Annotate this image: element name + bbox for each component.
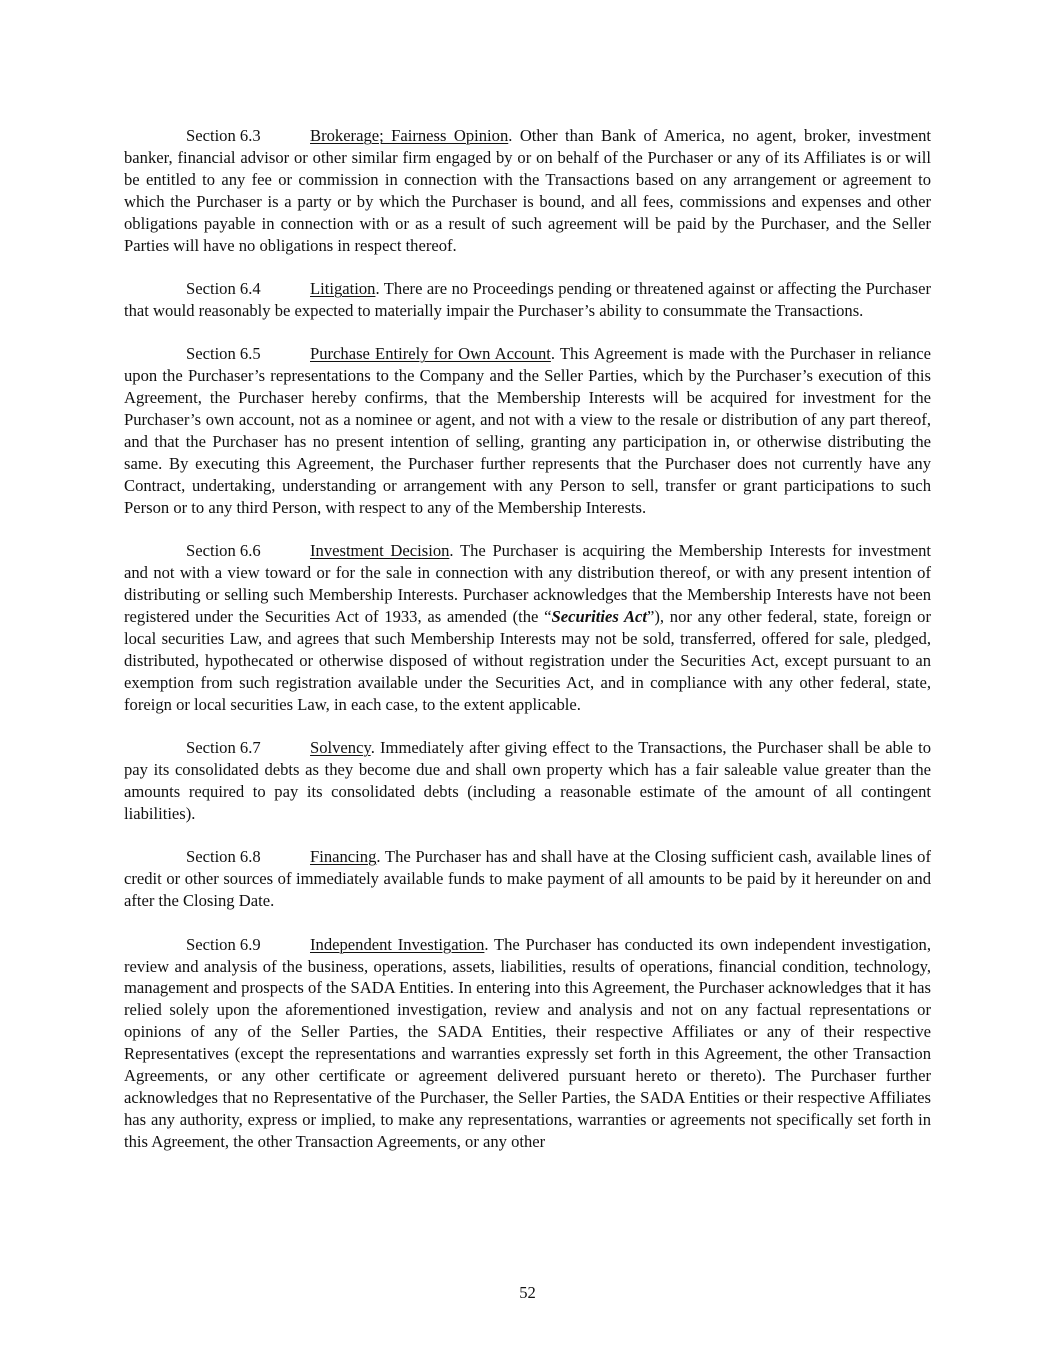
section-number: Section 6.8 <box>186 847 261 867</box>
section-text: . Other than Bank of America, no agent, broker, investment banker, financial advisor or other similar firm engaged by or on behalf of the Purchaser or any of its Affiliates is or will be entitled to any fee or commission in connection with the Transactions based on any arrangement or agreement to which the Purchaser is a party or by which the Purchaser is bound, and all fees, commissions and expenses and other obligations payable in connection with or as a result of such agreement will be paid by the Purchaser, and the Seller Parties will have no obligations in respect thereof. <box>124 126 931 255</box>
section-title: Investment Decision <box>310 541 450 561</box>
section-6-5 <box>124 343 931 518</box>
section-title: Independent Investigation <box>310 934 485 954</box>
section-6-3 <box>124 125 931 256</box>
section-title: Litigation <box>310 279 376 299</box>
section-title: Purchase Entirely for Own Account <box>310 344 551 364</box>
section-6-7 <box>124 737 931 825</box>
section-number: Section 6.5 <box>186 344 261 364</box>
section-text: . This Agreement is made with the Purchaser in reliance upon the Purchaser’s representations to the Company and the Seller Parties, which by the Purchaser’s execution of this Agreement, the Purchaser hereby confirms, that the Membership Interests will be acquired for investment for the Purchaser’s own account, not as a nominee or agent, and not with a view to the resale or distribution of any part thereof, and that the Purchaser has no present intention of selling, granting any participation in, or otherwise distributing the same. By executing this Agreement, the Purchaser further represents that the Purchaser does not currently have any Contract, undertaking, understanding or arrangement with any Person to sell, transfer or grant participations to such Person or to any third Person, with respect to any of the Membership Interests. <box>124 344 931 517</box>
document-body <box>124 125 931 1174</box>
section-6-8 <box>124 846 931 912</box>
section-number: Section 6.3 <box>186 126 261 145</box>
section-text: . Immediately after giving effect to the Transactions, the Purchaser shall be able to pay its consolidated debts as they become due and shall own property which has a fair saleable value greater than the amounts required to pay its consolidated debts (including a reasonable estimate of the amount of all contingent liabilities). <box>124 738 931 823</box>
page-number: 52 <box>519 1283 536 1302</box>
defined-term: Securities Act <box>551 607 647 626</box>
section-title: Brokerage; Fairness Opinion <box>310 126 509 145</box>
section-6-4 <box>124 278 931 322</box>
section-number: Section 6.6 <box>186 541 261 561</box>
section-number: Section 6.4 <box>186 279 261 299</box>
section-text: . The Purchaser has and shall have at the Closing sufficient cash, available lines of credit or other sources of immediately available funds to make payment of all amounts to be paid by it hereunder on and after the Closing Date. <box>124 847 931 911</box>
section-text-before: . The Purchaser is acquiring the Membership Interests for investment and not with a view toward or for the sale in connection with any distribution thereof, or with any present intention of distributing or selling such Membership Interests. Purchaser acknowledges that the Membership Interests have not been registered under the Securities Act of 1933, as amended (the “ <box>124 541 931 626</box>
section-text: . The Purchaser has conducted its own independent investigation, review and analysis of the business, operations, assets, liabilities, results of operations, financial condition, technology, management and prospects of the SADA Entities. In entering into this Agreement, the Purchaser acknowledges that it has relied solely upon the aforementioned investigation, review and analysis and not on any factual representations or opinions of any of the Seller Parties, the SADA Entities, their respective Affiliates or any of their respective Representatives (except the representations and warranties expressly set forth in this Agreement, the other Transaction Agreements, or any other certificate or agreement delivered pursuant hereto or thereto). The Purchaser further acknowledges that no Representative of the Purchaser, the Seller Parties, the SADA Entities or their respective Affiliates has any authority, express or implied, to make any representations, warranties or agreements not specifically set forth in this Agreement, the other Transaction Agreements, or any other <box>124 934 931 1151</box>
section-text-after: ”), nor any other federal, state, foreign or local securities Law, and agrees that such Membership Interests may not be sold, transferred, offered for sale, pledged, distributed, hypothecated or otherwise disposed of without registration under the Securities Act, except pursuant to an exemption from such registration available under the Securities Act, and in compliance with any other federal, state, foreign or local securities Law, in each case, to the extent applicable. <box>124 607 931 714</box>
section-6-9 <box>124 934 931 1153</box>
section-title: Financing <box>310 847 377 867</box>
section-title: Solvency <box>310 738 371 758</box>
section-number: Section 6.7 <box>186 738 261 758</box>
section-text: . There are no Proceedings pending or threatened against or affecting the Purchaser that would reasonably be expected to materially impair the Purchaser’s ability to consummate the Transactions. <box>124 279 931 320</box>
section-number: Section 6.9 <box>186 934 261 954</box>
section-6-6 <box>124 540 931 715</box>
